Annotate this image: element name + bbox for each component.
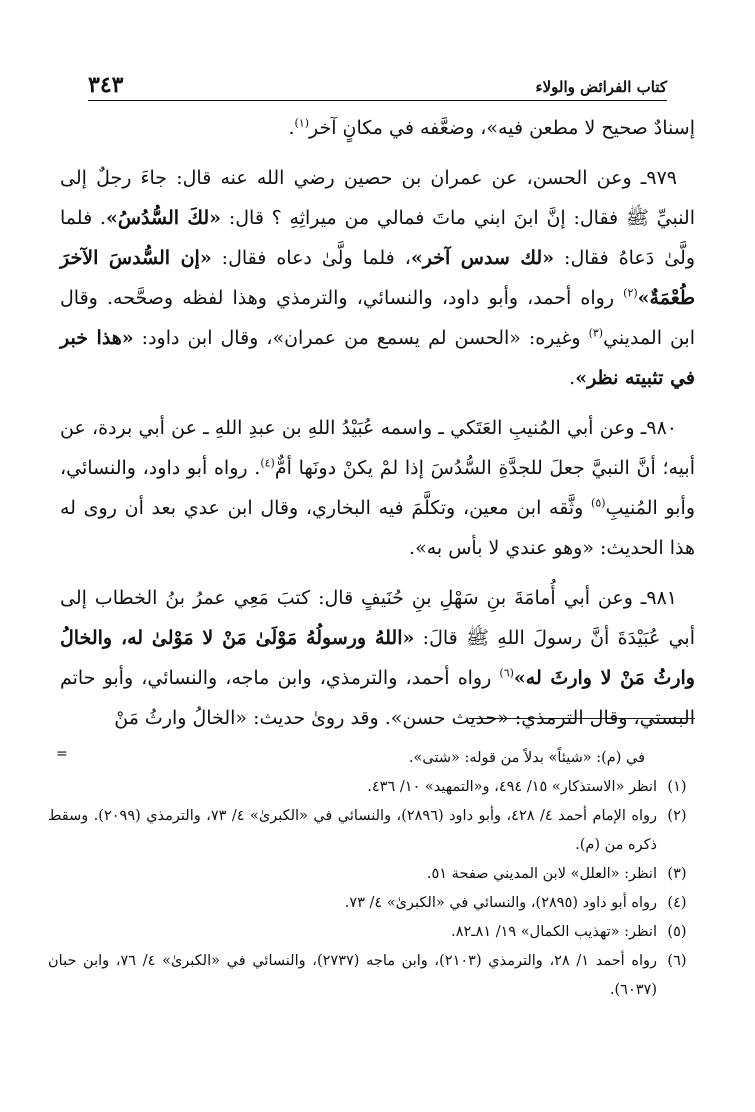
quote: «اللهُ ورسولُهُ مَوْلَىٰ مَنْ لا مَوْلىٰ له، والخالُ وارثُ مَنْ لا وارثَ له» [60,627,695,689]
hadith-number: ٩٨١ـ [640,587,677,609]
footnote-text: رواه أحمد ١/ ٢٨، والترمذي (٢١٠٣)، وابن ماجه (٢٧٣٧)، والنسائي في «الكبرىٰ» ٤/ ٧٦، وابن حبان (٦٠٣٧). [48,953,657,998]
footnote-continuation: في (م): «شيئاً» بدلاً من قوله: «شتى». [408,750,645,766]
quote: «هذا خبر في تثبيته نظر» [60,327,695,389]
page-header [88,64,667,101]
footnote-text: رواه الإمام أحمد ٤/ ٤٢٨، وأبو داود (٢٨٩٦)، والنسائي في «الكبرىٰ» ٤/ ٧٣، والترمذي (٢٠٩٩). وسقط ذكره من (م). [48,808,658,853]
continuation-mark: = [56,746,68,762]
footnote-ref: (٤) [260,456,275,470]
footnote-ref: (٥) [591,496,606,510]
footnote [48,802,697,860]
hadith-979: ٩٧٩ـ وعن الحسن، عن عمران بن حصين رضي الله عنه قال: جاءَ رجلٌ إلى النبيِّ ﷺ فقال: إنَّ ابنَ ابني ماتَ فمالي من ميراثِهِ ؟ قال: «لكَ السُّدُسُ». فلما ولَّىٰ دَعاهُ فقال: «لك سدس آخر»، فلما ولَّىٰ دعاه فقال: «إن السُّدسَ الآخرَ طُعْمَةٌ»$^{(٢)}$ رواه أحمد، وأبو داود، والنسائي، والترمذي وهذا لفظه وصحَّحه. وقال ابن المديني$^{(٣)}$ وغيره: «الحسن لم يسمع من عمران»، وقال ابن داود: «هذا خبر في تثبيته نظر». [60,167,696,389]
footnote-number: (٢) [667,808,687,824]
footnote [48,860,697,889]
footnote [48,947,697,1005]
main-text [60,108,695,738]
footnote-text: رواه أبو داود (٢٨٩٥)، والنسائي في «الكبرىٰ» ٤/ ٧٣. [344,895,657,911]
hadith-981: ٩٨١ـ وعن أبي أُمامَةَ بنِ سَهْلِ بنِ حُنَيفٍ قال: كتبَ مَعِي عمرُ بنُ الخطاب إلى أبي عُبَيْدَةَ أنَّ رسولَ اللهِ ﷺ قالَ: «اللهُ ورسولُهُ مَوْلَىٰ مَنْ لا مَوْلىٰ له، والخالُ وارثُ مَنْ لا وارثَ له»$^{(٦)}$ رواه أحمد، والترمذي، وابن ماجه، والنسائي، وأبو حاتم البستي، وقال الترمذي: «حديث حسن». وقد روىٰ حديث: «الخالُ وارثُ مَنْ [60,587,695,729]
hadith-980: ٩٨٠ـ وعن أبي المُنيبِ العَتَكي ـ واسمه عُبَيْدُ اللهِ بن عبدِ اللهِ ـ عن أبي بردة، عن أبيه؛ أنَّ النبيَّ جعلَ للجدَّةِ السُّدُسَ إذا لمْ يكنْ دونَها أمٌّ$^{(٤)}$. رواه أبو داود، والنسائي، وأبو المُنيبِ$^{(٥)}$ وثَّقه ابن معين، وتكلَّمَ فيه البخاري، وقال ابن عدي بعد أن روى له هذا الحديث: «وهو عندي لا بأس به». [60,417,696,559]
hadith-number: ٩٧٩ـ [640,167,677,189]
footnote-ref: (١) [294,116,309,130]
footnote-number: (١) [667,779,687,795]
footnote-number: (٥) [667,924,687,940]
opening-line: إسنادٌ صحيح لا مطعن فيه»، وضعَّفه في مكانٍ آخر$^{(١)}$. [288,116,695,139]
footnote [48,918,697,947]
footnote-number: (٤) [667,895,687,911]
footnote-text: انظر: «العلل» لابن المديني صفحة ٥١. [426,866,657,882]
footnote-text: انظر: «تهذيب الكمال» ١٩/ ٨١ـ٨٢. [451,924,657,940]
footnote-divider [469,718,695,719]
footnote-ref: (٦) [499,666,514,680]
chapter-title: كتاب الفرائض والولاء [535,78,667,96]
footnote [48,773,697,802]
footnote-number: (٦) [667,953,687,969]
footnote-ref: (٢) [623,286,638,300]
footnote-ref: (٣) [588,326,604,340]
quote: «لك سدس آخر» [410,247,555,269]
quote: «لكَ السُّدُسُ» [105,207,222,229]
hadith-number: ٩٨٠ـ [640,417,677,439]
footnote [48,889,697,918]
footnote-number: (٣) [667,866,687,882]
quote: «إن السُّدسَ الآخرَ طُعْمَةٌ» [60,247,695,309]
footnotes [48,744,697,1005]
page-number: ٣٤٣ [88,72,124,98]
footnote-text: انظر «الاستذكار» ١٥/ ٤٩٤، و«التمهيد» ١٠/ ٤٣٦. [367,779,657,795]
